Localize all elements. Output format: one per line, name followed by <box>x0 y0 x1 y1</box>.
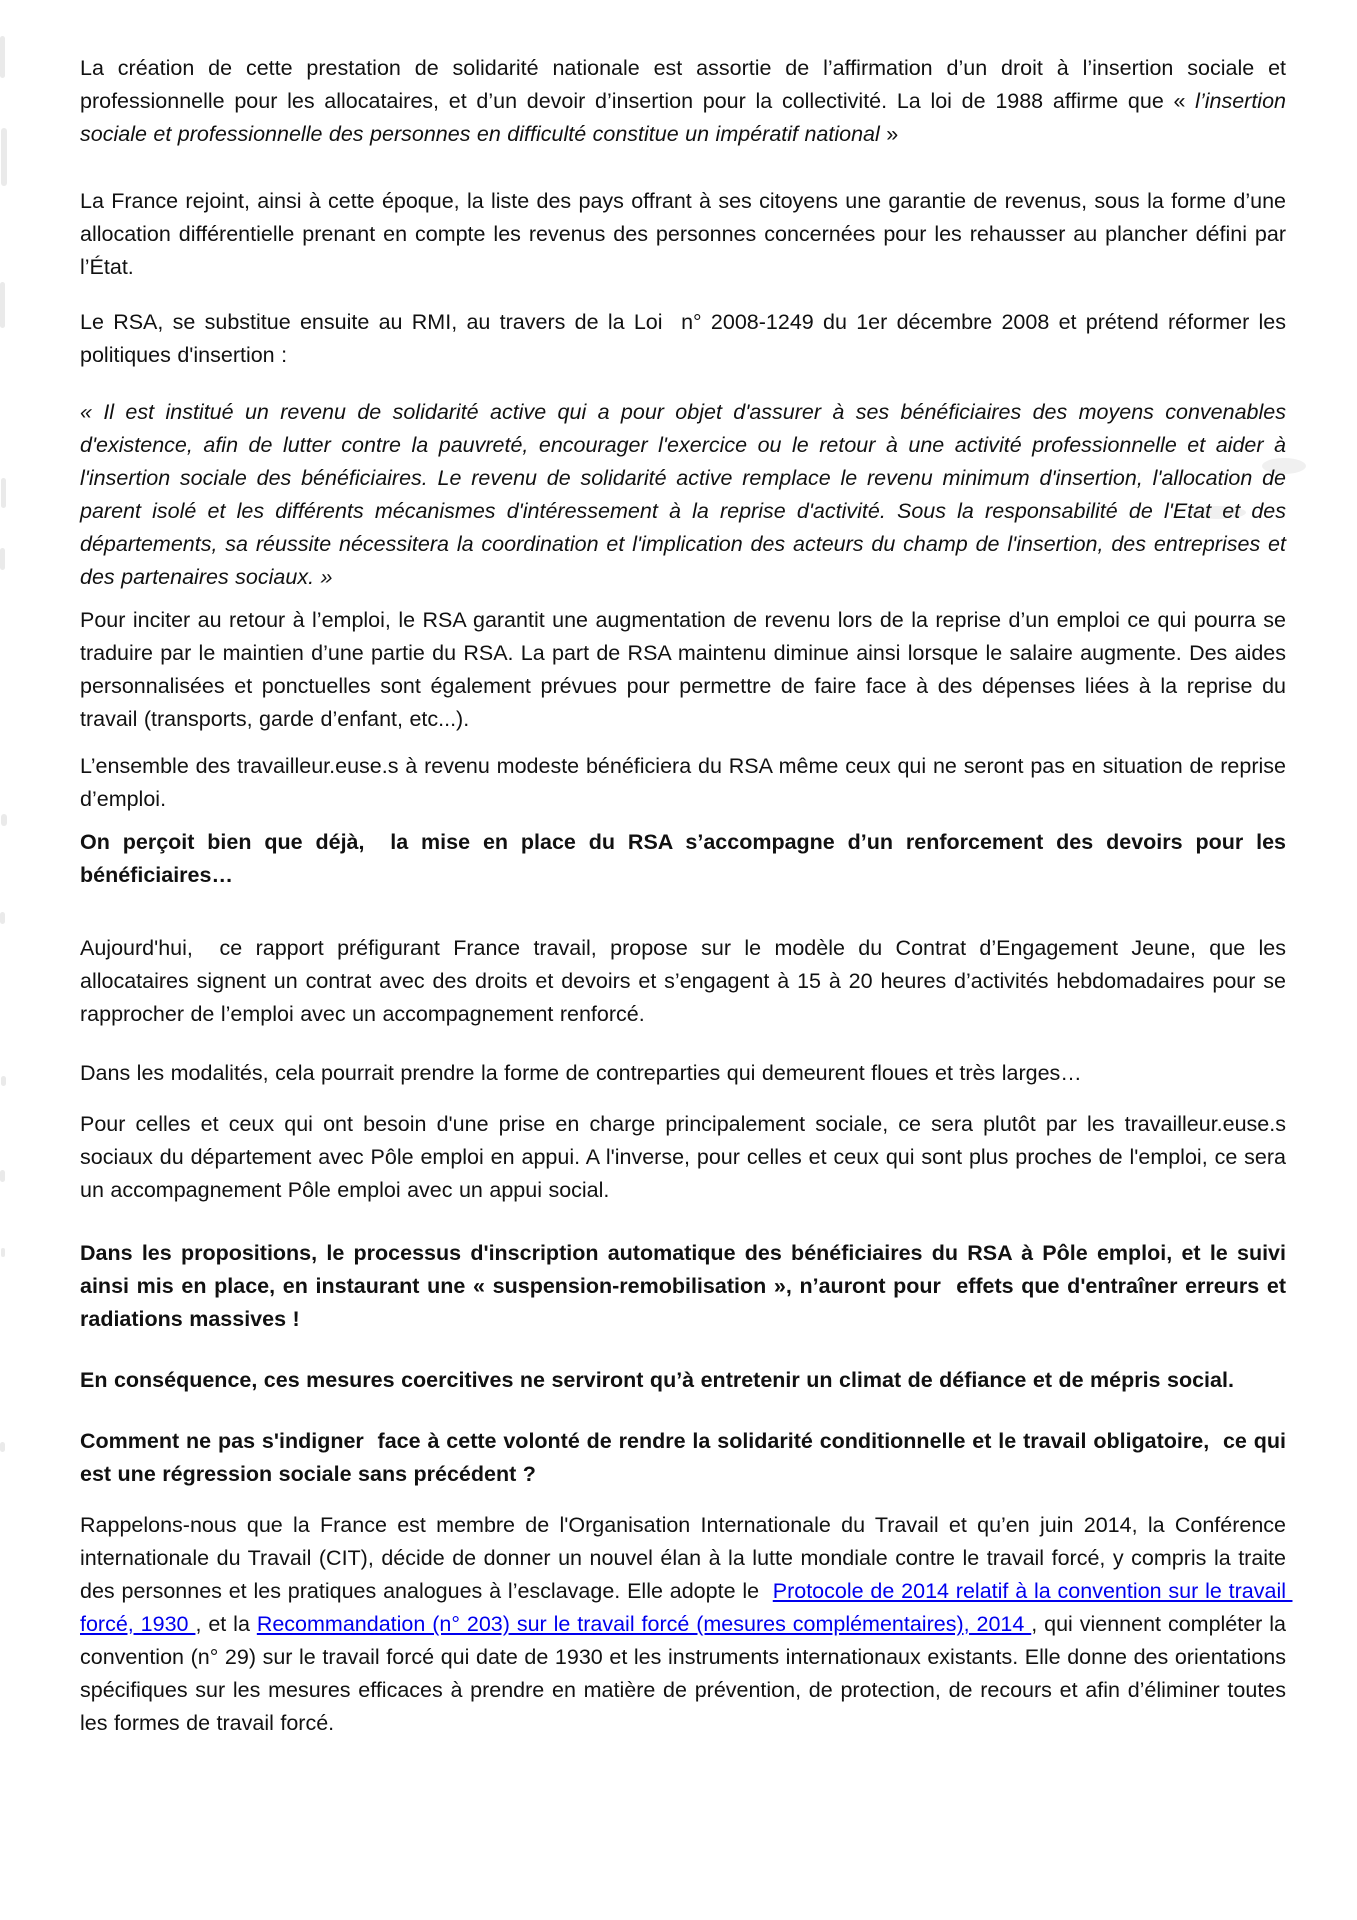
paragraph <box>80 750 1293 816</box>
paragraph <box>80 52 1293 151</box>
scan-artifact <box>1 814 7 826</box>
scan-artifact <box>1 1076 6 1086</box>
paragraph <box>80 185 1293 284</box>
scan-artifact <box>0 36 5 78</box>
scan-artifact <box>1 1248 5 1257</box>
text-run: En conséquence, ces mesures coercitives ne serviront qu’à entretenir un climat de défiance et de mépris social. <box>80 1368 1234 1392</box>
text-run: L’ensemble des travailleur.euse.s à revenu modeste bénéficiera du RSA même ceux qui ne seront pas en situation de reprise d’emploi. <box>80 754 1293 811</box>
text-run: Dans les propositions, le processus d'inscription automatique des bénéficiaires du RSA à Pôle emploi, et le suivi ainsi mis en place, en instaurant une « suspension-remobilisation », n’auront pour effets que d'entraîner erreurs et radiations massives ! <box>80 1241 1293 1331</box>
paragraph <box>80 1364 1286 1397</box>
scan-artifact <box>0 282 5 328</box>
text-run: La création de cette prestation de solidarité nationale est assortie de l’affirmation d’un droit à l’insertion sociale et professionnelle pour les allocataires, et d’un devoir d’insertion pour la collectivité. La loi de 1988 affirme que « <box>80 56 1293 113</box>
paragraph <box>80 932 1293 1031</box>
text-run: La France rejoint, ainsi à cette époque, la liste des pays offrant à ses citoyens une garantie de revenus, sous la forme d’une allocation différentielle prenant en compte les revenus des personnes concernées pour les rehausser au plancher défini par l’État. <box>80 189 1293 279</box>
paragraph <box>80 1425 1293 1491</box>
text-run: Dans les modalités, cela pourrait prendre la forme de contreparties qui demeurent floues et très larges… <box>80 1061 1082 1085</box>
paragraph <box>80 1237 1293 1336</box>
text-run: l’insertion sociale et professionnelle des personnes en difficulté constitue un impératif national <box>80 89 1293 146</box>
scan-artifact <box>0 1442 5 1452</box>
scan-artifact <box>0 548 5 570</box>
paragraph <box>80 1509 1293 1740</box>
scan-artifact <box>0 912 5 924</box>
text-run: Comment ne pas s'indigner face à cette volonté de rendre la solidarité conditionnelle et le travail obligatoire, ce qui est une régression sociale sans précédent ? <box>80 1429 1293 1486</box>
paragraph <box>80 306 1293 372</box>
text-run: Aujourd'hui, ce rapport préfigurant France travail, propose sur le modèle du Contrat d’Engagement Jeune, que les allocataires signent un contrat avec des droits et devoirs et s’engagent à 15 à 20 heures d’activités hebdomadaires pour se rapprocher de l’emploi avec un accompagnement renforcé. <box>80 936 1293 1026</box>
paragraph <box>80 1057 1286 1090</box>
text-run: Pour celles et ceux qui ont besoin d'une prise en charge principalement sociale, ce sera plutôt par les travailleur.euse.s sociaux du département avec Pôle emploi en appui. A l'inverse, pour celles et ceux qui sont plus proches de l'emploi, ce sera un accompagnement Pôle emploi avec un appui social. <box>80 1112 1293 1202</box>
text-run: » <box>879 122 899 146</box>
paragraph <box>80 604 1293 736</box>
text-run: , et la <box>195 1612 257 1636</box>
document-body <box>80 52 1293 1740</box>
paragraph <box>80 396 1293 594</box>
hyperlink[interactable]: Protocole de 2014 relatif à la convention sur le travail forcé, 1930 <box>80 1579 1293 1636</box>
hyperlink[interactable]: Recommandation (n° 203) sur le travail forcé (mesures complémentaires), 2014 <box>256 1612 1032 1636</box>
text-run: On perçoit bien que déjà, la mise en place du RSA s’accompagne d’un renforcement des devoirs pour les bénéficiaires… <box>80 830 1293 887</box>
scan-artifact <box>1 128 7 186</box>
paragraph <box>80 826 1293 892</box>
text-run: « Il est institué un revenu de solidarité active qui a pour objet d'assurer à ses bénéficiaires des moyens convenables d'existence, afin de lutter contre la pauvreté, encourager l'exercice ou le retour à une activité professionnelle et aider à l'insertion sociale des bénéficiaires. Le revenu de solidarité active remplace le revenu minimum d'insertion, l'allocation de parent isolé et les différents mécanismes d'intéressement à la reprise d'activité. Sous la responsabilité de l'Etat et des départements, sa réussite nécessitera la coordination et l'implication des acteurs du champ de l'insertion, des entreprises et des partenaires sociaux. » <box>80 400 1293 589</box>
text-run: , qui viennent compléter la convention (n° 29) sur le travail forcé qui date de 1930 et les instruments internationaux existants. Elle donne des orientations spécifiques sur les mesures efficaces à prendre en matière de prévention, de protection, de recours et afin d’éliminer toutes les formes de travail forcé. <box>80 1612 1293 1735</box>
text-run: Pour inciter au retour à l’emploi, le RSA garantit une augmentation de revenu lors de la reprise d’un emploi ce qui pourra se traduire par le maintien d’une partie du RSA. La part de RSA maintenu diminue ainsi lorsque le salaire augmente. Des aides personnalisées et ponctuelles sont également prévues pour permettre de faire face à des dépenses liées à la reprise du travail (transports, garde d’enfant, etc...). <box>80 608 1293 731</box>
paragraph <box>80 1108 1293 1207</box>
text-run: Rappelons-nous que la France est membre de l'Organisation Internationale du Travail et qu’en juin 2014, la Conférence internationale du Travail (CIT), décide de donner un nouvel élan à la lutte mondiale contre le travail forcé, y compris la traite des personnes et les pratiques analogues à l’esclavage. Elle adopte le <box>80 1513 1293 1603</box>
scan-artifact <box>0 1170 5 1182</box>
text-run: Le RSA, se substitue ensuite au RMI, au travers de la Loi n° 2008-1249 du 1er décembre 2008 et prétend réformer les politiques d'insertion : <box>80 310 1293 367</box>
scan-artifact <box>1 478 6 508</box>
